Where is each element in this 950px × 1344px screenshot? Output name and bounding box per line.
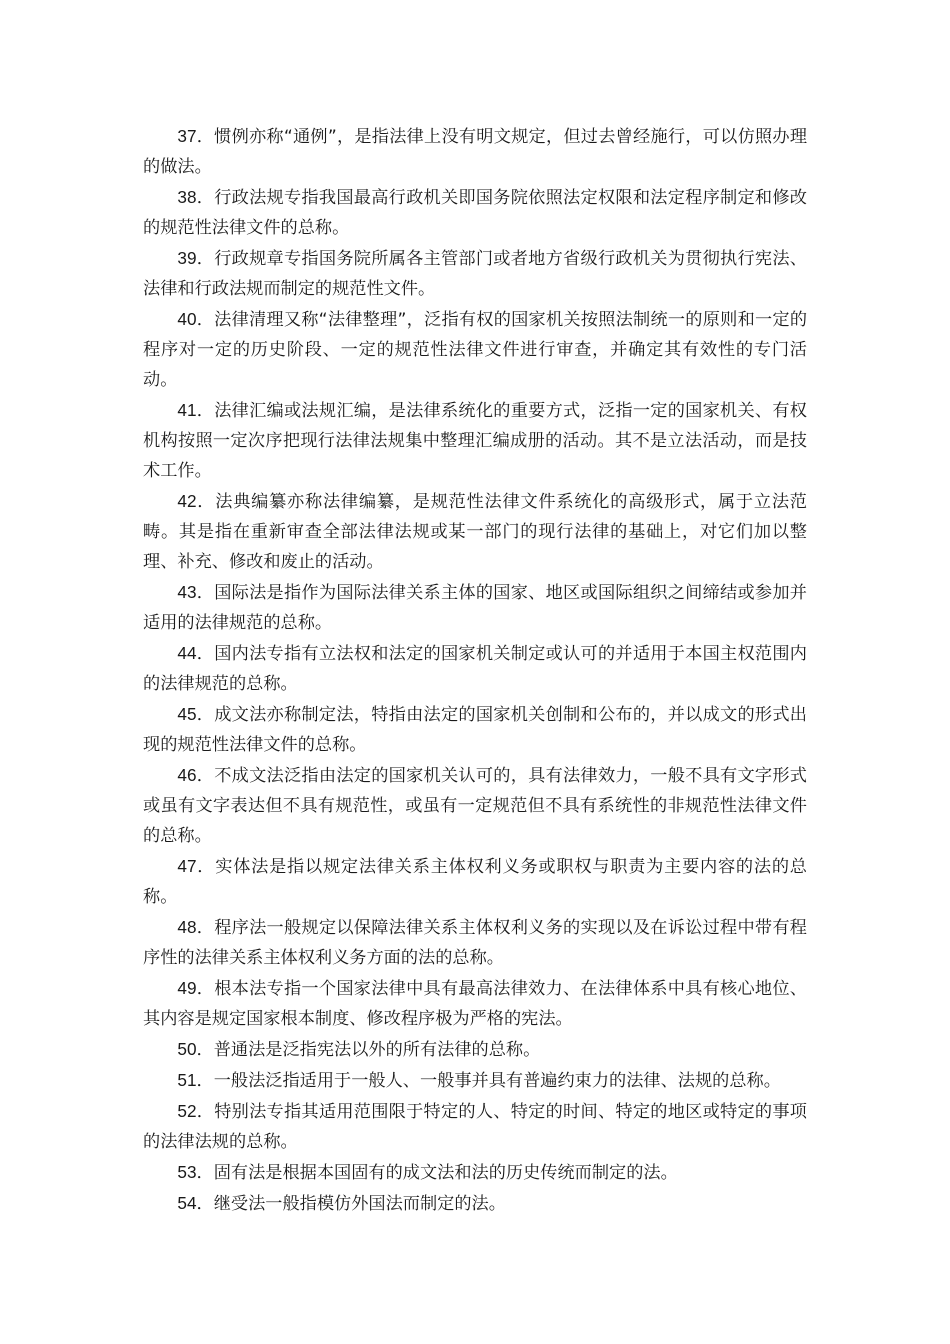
paragraph-number: 41． — [177, 400, 215, 420]
paragraph-42 — [143, 486, 807, 577]
paragraph-number: 46． — [177, 765, 215, 785]
paragraph-number: 39． — [177, 248, 215, 268]
paragraph-text: 法律汇编或法规汇编，是法律系统化的重要方式，泛指一定的国家机关、有权机构按照一定次序把现行法律法规集中整理汇编成册的活动。其不是立法活动，而是技术工作。 — [143, 401, 807, 481]
paragraph-text: 固有法是根据本国固有的成文法和法的历史传统而制定的法。 — [213, 1163, 678, 1183]
paragraph-40 — [143, 304, 807, 395]
paragraph-44 — [143, 638, 807, 699]
document-body — [143, 121, 807, 1219]
paragraph-45 — [143, 699, 807, 760]
paragraph-48 — [143, 912, 807, 973]
paragraph-37 — [143, 121, 807, 182]
paragraph-number: 40． — [177, 309, 215, 329]
paragraph-47 — [143, 851, 807, 912]
paragraph-54 — [143, 1188, 807, 1219]
paragraph-53 — [143, 1157, 807, 1188]
paragraph-number: 53． — [177, 1162, 214, 1182]
paragraph-number: 52． — [177, 1101, 215, 1121]
paragraph-number: 50． — [177, 1039, 214, 1059]
paragraph-text: 国内法专指有立法权和法定的国家机关制定或认可的并适用于本国主权范围内的法律规范的总称。 — [143, 644, 807, 694]
paragraph-49 — [143, 973, 807, 1034]
paragraph-text: 成文法亦称制定法，特指由法定的国家机关创制和公布的，并以成文的形式出现的规范性法律文件的总称。 — [143, 705, 807, 755]
paragraph-text: 国际法是指作为国际法律关系主体的国家、地区或国际组织之间缔结或参加并适用的法律规范的总称。 — [143, 583, 807, 633]
paragraph-text: 根本法专指一个国家法律中具有最高法律效力、在法律体系中具有核心地位、其内容是规定国家根本制度、修改程序极为严格的宪法。 — [143, 979, 807, 1029]
paragraph-43 — [143, 577, 807, 638]
paragraph-number: 44． — [177, 643, 215, 663]
paragraph-number: 54． — [177, 1193, 214, 1213]
paragraph-50 — [143, 1034, 807, 1065]
paragraph-46 — [143, 760, 807, 851]
paragraph-52 — [143, 1096, 807, 1157]
paragraph-number: 43． — [177, 582, 215, 602]
paragraph-39 — [143, 243, 807, 304]
paragraph-text: 一般法泛指适用于一般人、一般事并具有普遍约束力的法律、法规的总称。 — [213, 1071, 781, 1091]
paragraph-number: 37． — [177, 126, 215, 146]
paragraph-51 — [143, 1065, 807, 1096]
paragraph-text: 普通法是泛指宪法以外的所有法律的总称。 — [213, 1040, 541, 1060]
paragraph-text: 行政法规专指我国最高行政机关即国务院依照法定权限和法定程序制定和修改的规范性法律文件的总称。 — [143, 188, 807, 238]
paragraph-text: 程序法一般规定以保障法律关系主体权利义务的实现以及在诉讼过程中带有程序性的法律关系主体权利义务方面的法的总称。 — [143, 918, 807, 968]
paragraph-text: 实体法是指以规定法律关系主体权利义务或职权与职责为主要内容的法的总称。 — [143, 857, 807, 907]
paragraph-number: 45． — [177, 704, 215, 724]
paragraph-text: 不成文法泛指由法定的国家机关认可的，具有法律效力，一般不具有文字形式或虽有文字表达但不具有规范性，或虽有一定规范但不具有系统性的非规范性法律文件的总称。 — [143, 766, 807, 846]
paragraph-number: 49． — [177, 978, 215, 998]
paragraph-number: 51． — [177, 1070, 214, 1090]
paragraph-number: 42． — [177, 491, 216, 511]
paragraph-text: 行政规章专指国务院所属各主管部门或者地方省级行政机关为贯彻执行宪法、法律和行政法规而制定的规范性文件。 — [143, 249, 807, 299]
paragraph-text: 法典编纂亦称法律编纂，是规范性法律文件系统化的高级形式，属于立法范畴。其是指在重新审查全部法律法规或某一部门的现行法律的基础上，对它们加以整理、补充、修改和废止的活动。 — [143, 492, 807, 572]
paragraph-number: 38． — [177, 187, 215, 207]
paragraph-text: 惯例亦称“通例”，是指法律上没有明文规定，但过去曾经施行，可以仿照办理的做法。 — [143, 127, 808, 177]
paragraph-text: 继受法一般指模仿外国法而制定的法。 — [213, 1194, 506, 1214]
paragraph-number: 48． — [177, 917, 215, 937]
paragraph-text: 特别法专指其适用范围限于特定的人、特定的时间、特定的地区或特定的事项的法律法规的总称。 — [143, 1102, 807, 1152]
paragraph-41 — [143, 395, 807, 486]
paragraph-number: 47． — [177, 856, 216, 876]
paragraph-text: 法律清理又称“法律整理”，泛指有权的国家机关按照法制统一的原则和一定的程序对一定的历史阶段、一定的规范性法律文件进行审查，并确定其有效性的专门活动。 — [143, 310, 808, 390]
paragraph-38 — [143, 182, 807, 243]
